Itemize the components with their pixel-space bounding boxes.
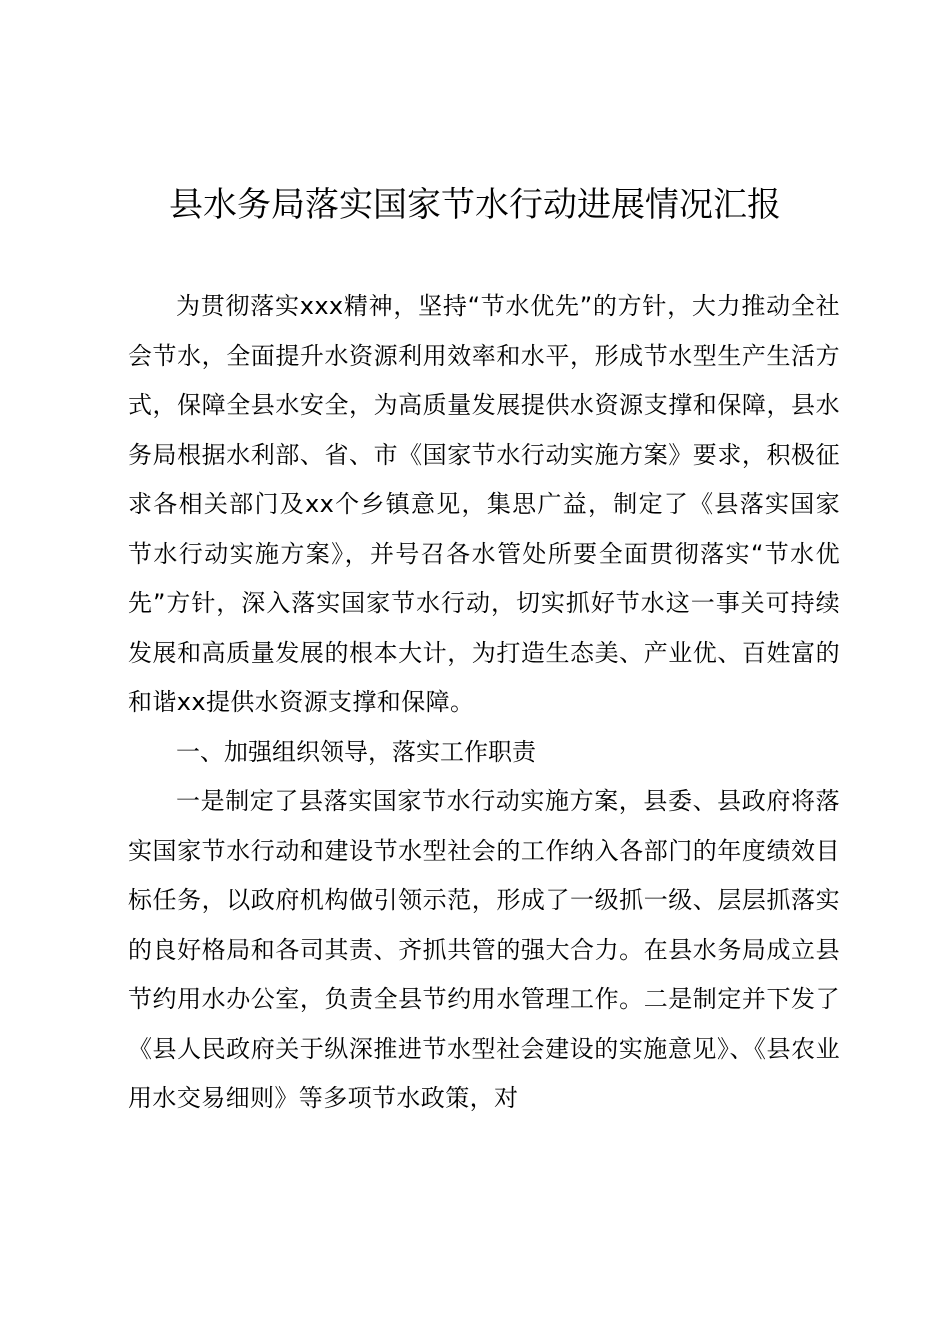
- intro-paragraph: 为贯彻落实xxx精神，坚持“节水优先”的方针，大力推动全社会节水，全面提升水资源利用效率和水平，形成节水型生产生活方式，保障全县水安全，为高质量发展提供水资源支撑和保障，县水务局根据水利部、省、市《国家节水行动实施方案》要求，积极征求各相关部门及xx个乡镇意见，集思广益，制定了《县落实国家节水行动实施方案》，并号召各水管处所要全面贯彻落实“节水优先”方针，深入落实国家节水行动，切实抓好节水这一事关可持续发展和高质量发展的根本大计，为打造生态美、产业优、百姓富的和谐xx提供水资源支撑和保障。: [128, 292, 840, 716]
- document-title: 县水务局落实国家节水行动进展情况汇报: [169, 185, 781, 225]
- section-paragraph: 一是制定了县落实国家节水行动实施方案，县委、县政府将落实国家节水行动和建设节水型社会的工作纳入各部门的年度绩效目标任务，以政府机构做引领示范，形成了一级抓一级、层层抓落实的良好格局和各司其责、齐抓共管的强大合力。在县水务局成立县节约用水办公室，负责全县节约用水管理工作。二是制定并下发了《县人民政府关于纵深推进节水型社会建设的实施意见》、《县农业用水交易细则》等多项节水政策，对: [128, 787, 840, 1112]
- section-heading: 一、加强组织领导，落实工作职责: [176, 737, 536, 766]
- document-body: [128, 282, 840, 1124]
